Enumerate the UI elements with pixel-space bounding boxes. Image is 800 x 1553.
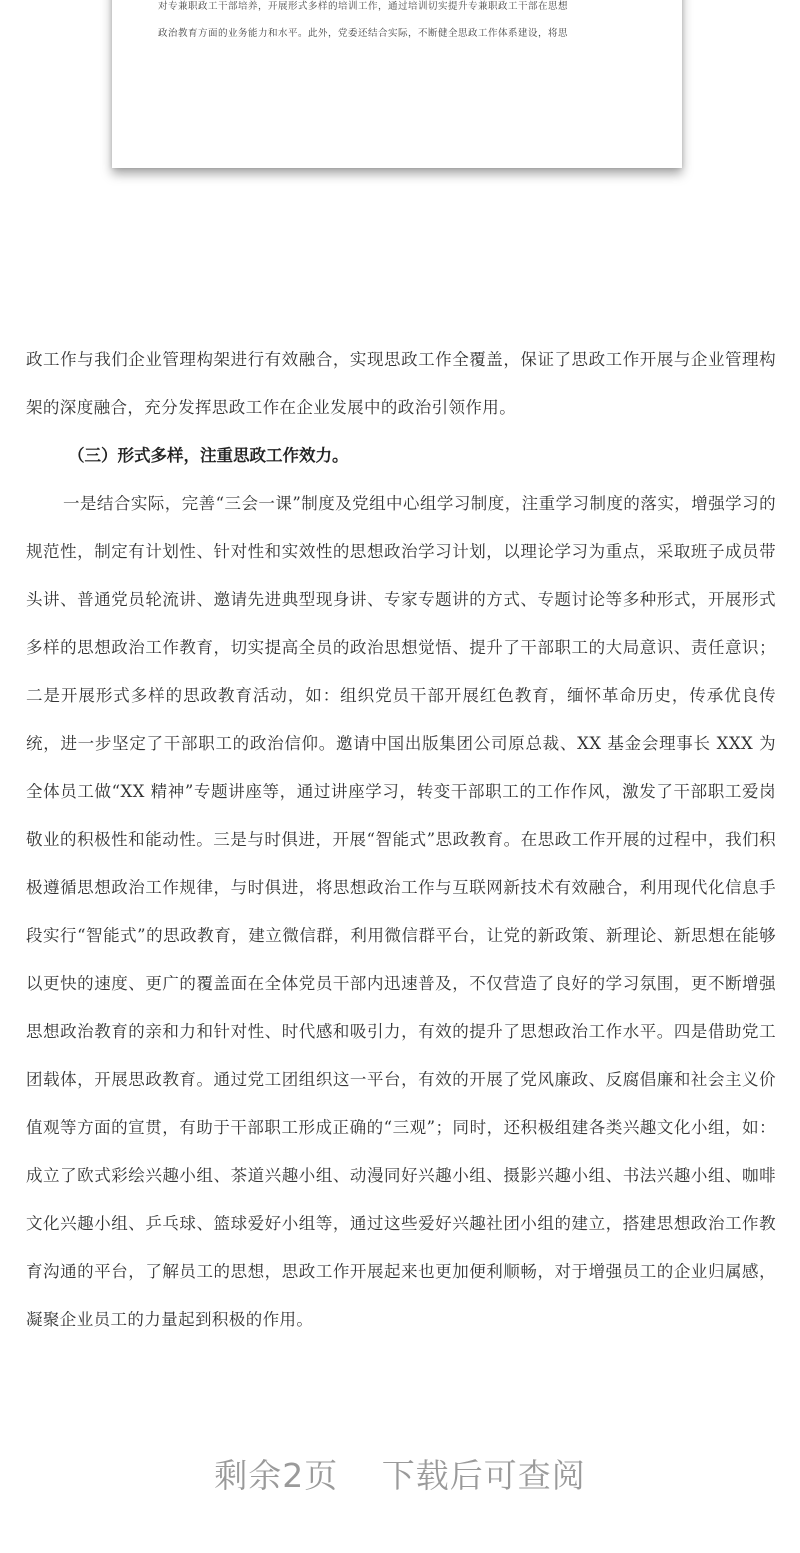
previous-page-line: 政治教育方面的业务能力和水平。此外，党委还结合实际，不断健全思政工作体系建设，将思 xyxy=(158,28,569,39)
document-body xyxy=(26,336,776,1344)
previous-page-preview xyxy=(112,0,682,168)
download-prompt[interactable] xyxy=(0,1450,800,1497)
download-to-view-label: 下载后可查阅 xyxy=(381,1456,586,1495)
previous-page-line: 对专兼职政工干部培养，开展形式多样的培训工作，通过培训切实提升专兼职政工干部在思想 xyxy=(158,1,569,12)
paragraph-body: 一是结合实际，完善“三会一课”制度及党组中心组学习制度，注重学习制度的落实，增强学习的规范性，制定有计划性、针对性和实效性的思想政治学习计划，以理论学习为重点，采取班子成员带头讲、普通党员轮流讲、邀请先进典型现身讲、专家专题讲的方式、专题讨论等多种形式，开展形式多样的思想政治工作教育，切实提高全员的政治思想觉悟、提升了干部职工的大局意识、责任意识；二是开展形式多样的思政教育活动，如：组织党员干部开展红色教育，缅怀革命历史，传承优良传统，进一步坚定了干部职工的政治信仰。邀请中国出版集团公司原总裁、XX 基金会理事长 XXX 为全体员工做“XX 精神”专题讲座等，通过讲座学习，转变干部职工的工作作风，激发了干部职工爱岗敬业的积极性和能动性。三是与时俱进，开展“智能式”思政教育。在思政工作开展的过程中，我们积极遵循思想政治工作规律，与时俱进，将思想政治工作与互联网新技术有效融合，利用现代化信息手段实行“智能式”的思政教育，建立微信群，利用微信群平台，让党的新政策、新理论、新思想在能够以更快的速度、更广的覆盖面在全体党员干部内迅速普及，不仅营造了良好的学习氛围，更不断增强思想政治教育的亲和力和针对性、时代感和吸引力，有效的提升了思想政治工作水平。四是借助党工团载体，开展思政教育。通过党工团组织这一平台，有效的开展了党风廉政、反腐倡廉和社会主义价值观等方面的宣贯，有助于干部职工形成正确的“三观”；同时，还积极组建各类兴趣文化小组，如：成立了欧式彩绘兴趣小组、茶道兴趣小组、动漫同好兴趣小组、摄影兴趣小组、书法兴趣小组、咖啡文化兴趣小组、乒乓球、篮球爱好小组等，通过这些爱好兴趣社团小组的建立，搭建思想政治工作教育沟通的平台，了解员工的思想，思政工作开展起来也更加便利顺畅，对于增强员工的企业归属感，凝聚企业员工的力量起到积极的作用。 xyxy=(26,494,776,1329)
section-heading: （三）形式多样，注重思政工作效力。 xyxy=(68,446,349,465)
paragraph-continuation: 政工作与我们企业管理构架进行有效融合，实现思政工作全覆盖，保证了思政工作开展与企业管理构架的深度融合，充分发挥思政工作在企业发展中的政治引领作用。 xyxy=(26,350,776,417)
remaining-pages-label: 剩余2页 xyxy=(214,1456,339,1495)
